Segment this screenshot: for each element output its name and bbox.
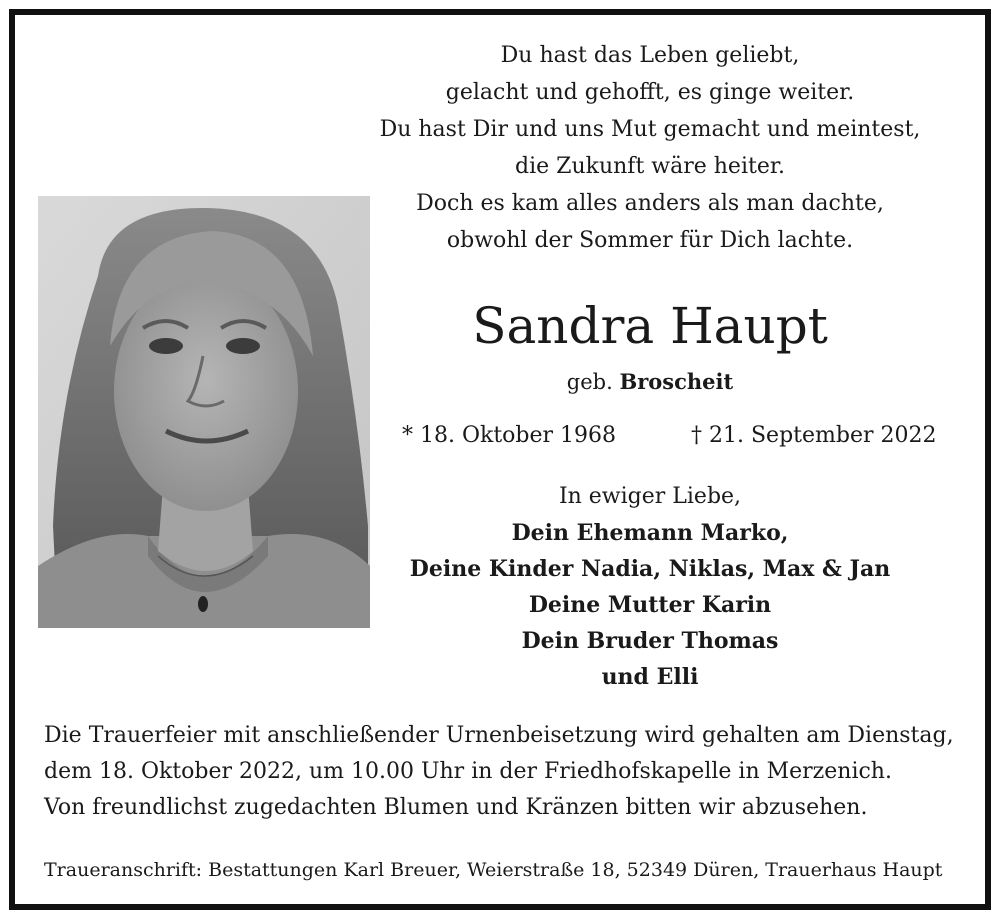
service-line: Von freundlichst zugedachten Blumen und Kränzen bitten wir abzusehen.: [44, 795, 868, 820]
memorial-poem: [365, 37, 935, 259]
family-member: Dein Ehemann Marko,: [511, 520, 789, 546]
death-date: † 21. September 2022: [691, 423, 937, 448]
poem-line: Du hast Dir und uns Mut gemacht und meintest,: [379, 117, 921, 142]
poem-line: Doch es kam alles anders als man dachte,: [416, 191, 884, 216]
family-signature: [365, 479, 935, 695]
family-member: und Elli: [601, 664, 699, 690]
deceased-name: Sandra Haupt: [472, 297, 828, 355]
family-member: Dein Bruder Thomas: [521, 628, 779, 654]
maiden-name-line: [365, 367, 935, 397]
born-prefix: geb.: [566, 370, 613, 394]
birth-date: * 18. Oktober 1968: [402, 423, 617, 448]
family-member: Deine Mutter Karin: [528, 592, 772, 618]
mourning-address: Traueranschrift: Bestattungen Karl Breuer, Weierstraße 18, 52349 Düren, Trauerhaus Haupt: [44, 859, 943, 881]
poem-line: die Zukunft wäre heiter.: [515, 154, 785, 179]
family-intro: In ewiger Liebe,: [558, 484, 742, 509]
life-dates: [365, 418, 935, 454]
poem-line: gelacht und gehofft, es ginge weiter.: [445, 80, 855, 105]
poem-line: Du hast das Leben geliebt,: [500, 43, 800, 68]
maiden-name: Broscheit: [619, 369, 734, 394]
family-member: Deine Kinder Nadia, Niklas, Max & Jan: [409, 556, 891, 582]
service-line: Die Trauerfeier mit anschließender Urnenbeisetzung wird gehalten am Dienstag,: [44, 723, 954, 748]
service-line: dem 18. Oktober 2022, um 10.00 Uhr in der Friedhofskapelle in Merzenich.: [44, 759, 892, 784]
portrait-photo: [38, 196, 370, 628]
poem-line: obwohl der Sommer für Dich lachte.: [446, 228, 854, 253]
funeral-service-info: [44, 718, 969, 826]
obituary-frame: [9, 9, 991, 910]
